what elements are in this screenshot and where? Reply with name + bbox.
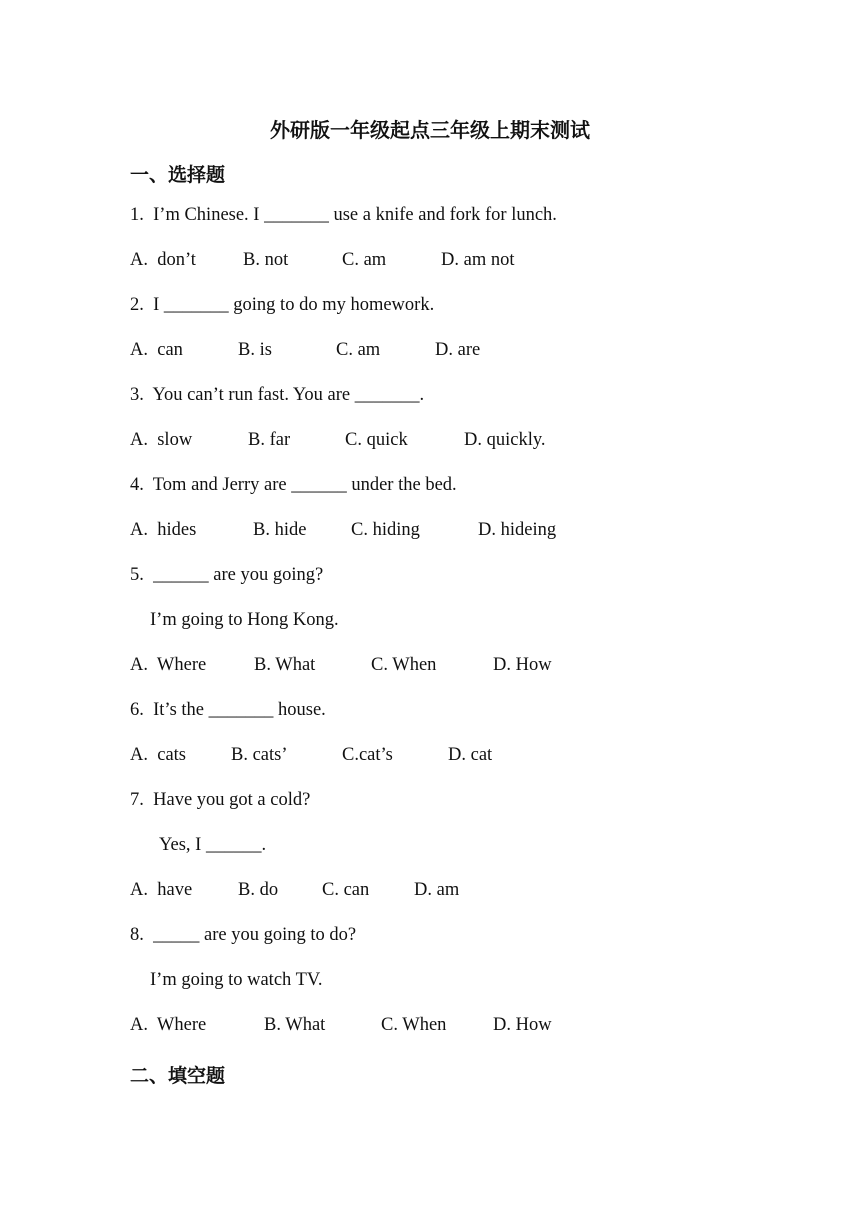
section-heading-fill-in-blank: 二、填空题 xyxy=(130,1065,226,1087)
option-b: B. far xyxy=(248,430,291,450)
option-b: B. What xyxy=(264,1015,326,1035)
option-a: A. Where xyxy=(130,655,207,675)
option-a: A. hides xyxy=(130,520,197,540)
question-answer-line: I’m going to watch TV. xyxy=(150,970,323,990)
question-stem: 2. I _______ going to do my homework. xyxy=(130,295,435,315)
option-c: C. am xyxy=(342,250,387,270)
option-c: C. am xyxy=(336,340,381,360)
option-c: C. can xyxy=(322,880,370,900)
option-d: D. cat xyxy=(448,745,493,765)
option-a: A. don’t xyxy=(130,250,196,270)
question-answer-line: I’m going to Hong Kong. xyxy=(150,610,339,630)
question-stem: 4. Tom and Jerry are ______ under the bed. xyxy=(130,475,457,495)
page-title: 外研版一年级起点三年级上期末测试 xyxy=(270,118,590,142)
option-b: B. do xyxy=(238,880,279,900)
question-stem: 5. ______ are you going? xyxy=(130,565,324,585)
option-c: C. quick xyxy=(345,430,408,450)
question-stem: 3. You can’t run fast. You are _______. xyxy=(130,385,425,405)
option-b: B. not xyxy=(243,250,289,270)
option-d: D. am not xyxy=(441,250,515,270)
option-a: A. can xyxy=(130,340,183,360)
option-d: D. hideing xyxy=(478,520,557,540)
option-d: D. How xyxy=(493,655,552,675)
option-d: D. How xyxy=(493,1015,552,1035)
option-c: C.cat’s xyxy=(342,745,393,765)
option-d: D. are xyxy=(435,340,481,360)
question-answer-line: Yes, I ______. xyxy=(159,835,267,855)
option-a: A. Where xyxy=(130,1015,207,1035)
question-stem: 1. I’m Chinese. I _______ use a knife and fork for lunch. xyxy=(130,205,557,225)
option-a: A. slow xyxy=(130,430,193,450)
option-b: B. hide xyxy=(253,520,307,540)
option-b: B. cats’ xyxy=(231,745,288,765)
option-d: D. am xyxy=(414,880,460,900)
option-d: D. quickly. xyxy=(464,430,546,450)
option-c: C. hiding xyxy=(351,520,420,540)
option-a: A. cats xyxy=(130,745,186,765)
option-c: C. When xyxy=(381,1015,447,1035)
question-stem: 7. Have you got a cold? xyxy=(130,790,311,810)
option-c: C. When xyxy=(371,655,437,675)
question-stem: 6. It’s the _______ house. xyxy=(130,700,326,720)
option-a: A. have xyxy=(130,880,193,900)
option-b: B. is xyxy=(238,340,272,360)
question-stem: 8. _____ are you going to do? xyxy=(130,925,357,945)
section-heading-multiple-choice: 一、选择题 xyxy=(130,164,226,186)
option-b: B. What xyxy=(254,655,316,675)
